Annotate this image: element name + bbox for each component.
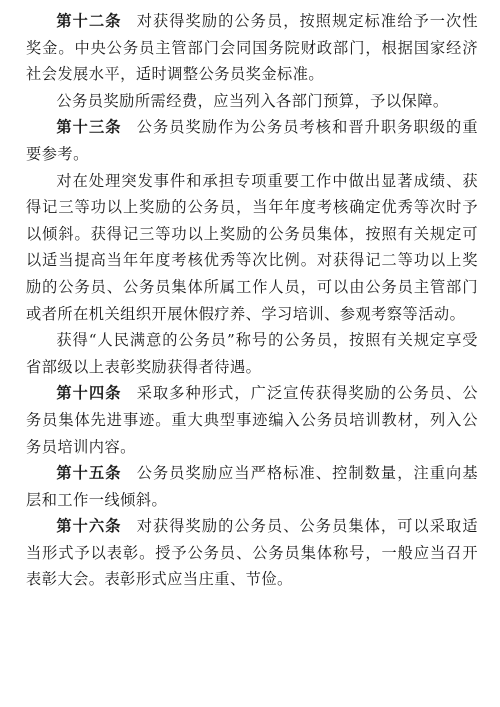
paragraph-article-12 [26, 8, 478, 88]
paragraph-article-15 [26, 460, 478, 513]
article-heading: 第十五条 [56, 464, 122, 483]
paragraph-article-14 [26, 380, 478, 460]
paragraph-text: 对获得奖励的公务员、公务员集体，可以采取适当形式予以表彰。授予公务员、公务员集体称号，一般应当召开表彰大会。表彰形式应当庄重、节俭。 [26, 517, 479, 589]
paragraph-article-13 [26, 114, 478, 167]
paragraph-text: 获得“人民满意的公务员”称号的公务员，按照有关规定享受省部级以上表彰奖励获得者待遇。 [26, 331, 478, 376]
paragraph-text: 对在处理突发事件和承担专项重要工作中做出显著成绩、获得记三等功以上奖励的公务员，当年年度考核确定优秀等次时予以倾斜。获得记三等功以上奖励的公务员集体，按照有关规定可以适当提高当年年度考核优秀等次比例。对获得记二等功以上奖励的公务员、公务员集体所属工作人员，可以由公务员主管部门或者所在机关组织开展休假疗养、学习培训、参观考察等活动。 [26, 171, 478, 323]
article-heading: 第十二条 [56, 12, 122, 30]
paragraph-text: 公务员奖励作为公务员考核和晋升职务职级的重要参考。 [26, 118, 479, 163]
paragraph-text: 公务员奖励应当严格标准、控制数量，注重向基层和工作一线倾斜。 [26, 464, 479, 509]
paragraph-article-13-title [26, 327, 478, 380]
paragraph-article-13-details [26, 168, 478, 328]
paragraph-text: 公务员奖励所需经费，应当列入各部门预算，予以保障。 [56, 91, 449, 110]
article-heading: 第十六条 [56, 517, 122, 536]
paragraph-article-12-funding [26, 88, 478, 115]
article-heading: 第十四条 [56, 384, 122, 403]
article-heading: 第十三条 [56, 118, 122, 137]
paragraph-text: 对获得奖励的公务员，按照规定标准给予一次性奖金。中央公务员主管部门会同国务院财政部门，根据国家经济社会发展水平，适时调整公务员奖金标准。 [26, 12, 479, 84]
paragraph-text: 采取多种形式，广泛宣传获得奖励的公务员、公务员集体先进事迹。重大典型事迹编入公务员培训教材，列入公务员培训内容。 [26, 384, 479, 456]
paragraph-article-16 [26, 513, 478, 593]
